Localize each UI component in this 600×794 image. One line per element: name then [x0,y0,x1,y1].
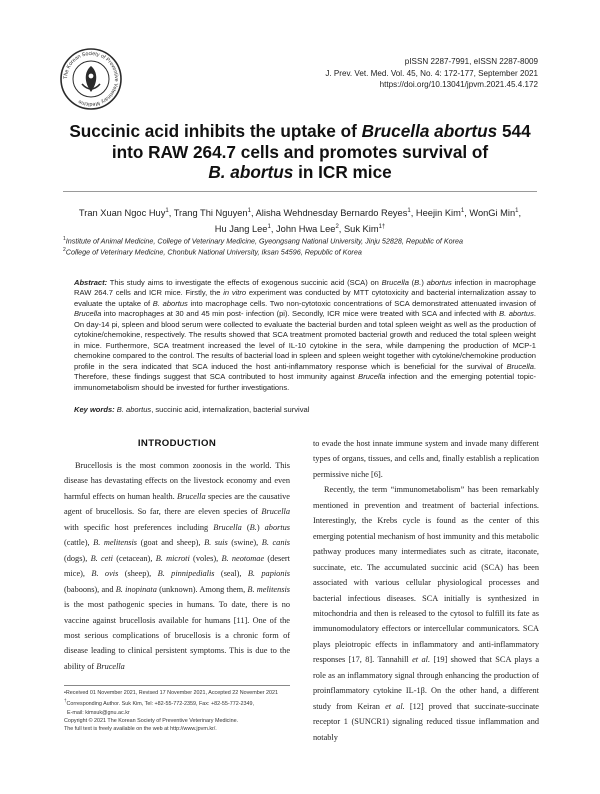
journal-doi[interactable]: https://doi.org/10.13041/jpvm.2021.45.4.172 [379,80,538,89]
author-list: Tran Xuan Ngoc Huy$^1$, Trang Thi Nguyen$^1$, Alisha Wehdnesday Bernardo Reyes$^1$, Heejin Kim$^1$, WonGi Min$^1$, Hu Jang Lee$^1$, John Hwa Lee$^2$, Suk Kim$^{1\dagger}$ [78,208,522,234]
abstract: Abstract: This study aims to investigate the effects of exogenous succinic acid (SCA) on Brucella (B.) abortus infection in macrophage RAW 264.7 cells and ICR mice. Firstly, the in vitro experiment was conducted by MTT cytotoxicity and bacterial internalization assay to evaluate the uptake of B. abortus into macrophage cells. Two non-cytotoxic concentrations of SCA demonstrated attenuated invasion of Brucella into macrophages at 30 and 45 min post- infection (pi). Secondly, ICR mice were treated with SCA and infected with B. abortus. On day-14 pi, spleen and blood serum were collected to evaluate the bacterial burden and total spleen weight as well as the production of cytokine/chemokine, respectively. The results showed that SCA treatment promoted bacterial growth and reduced the total spleen weight in mice. Furthermore, SCA treatment increased the level of IL-10 cytokine in the sera, while dampening the production of MCP-1 chemokine compared to the control. The results of bacterial load in spleen and spleen weight together with cytokine/chemokine production profile in the sera indicated that SCA induced the host anti-inflammatory response which is beneficial for the survival of Brucella. Therefore, these findings suggest that SCA contributed to host immunity against Brucella infection and the emerging potential topic-immunometabolism should be invested for further investigations. [74,278,537,392]
title-species: Brucella abortus [361,121,498,141]
section-heading-introduction: INTRODUCTION [137,438,217,449]
title-part: 544 [497,121,531,141]
intro-paragraph: Recently, the term “immunometabolism” has been remarkably mentioned in prevention and treatment of bacterial infections. Interestingly, the Krebs cycle is found as the center of this emerging potential mechanism of host immunity and this metabolic pathway produces many intermediates such as citrate, itaconate, succinate, etc. The accumulated succinic acid (SCA) has been associated with various cellular physiological processes and bacterial infectious diseases. SCA initially is synthesized in mitochondria and then is released to the cytosol to fulfill its fate as immunomodulatory effectors or intercellular communicators. SCA plays pleiotropic effects in inflammatory and anti-inflammatory responses [17, 8]. Tannahill et al. [19] showed that SCA plays a role as an inflammatory signal through enhancing the production of proinflammatory cytokine IL-1β. On the other hand, a different study from Keiran et al. [12] proved that succinate-succinate receptor 1 (SUNCR1) signaling reduced tissue inflammation and notably [313,485,539,742]
affiliation-2: $^2$College of Veterinary Medicine, Chonbuk National University, Iksan 54596, Republic of Korea [63,247,362,257]
title-divider [63,191,537,192]
title-part: Succinic acid inhibits the uptake of [69,121,362,141]
copyright: Copyright © 2021 The Korean Society of Preventive Veterinary Medicine. [64,718,239,725]
title-part: into RAW 264.7 cells and promotes survival of [111,141,489,162]
intro-paragraph: Brucellosis is the most common zoonosis in the world. This disease has devastating effects on the livestock economy and even harmful effects on human health. Brucella species are the causative agent of brucellosis. So far, there are eleven species of Brucella with specific host preferences including Brucella (B.) abortus (cattle), B. melitensis (goat and sheep), B. suis (swine), B. canis (dogs), B. ceti (cetacean), B. microti (voles), B. neotomae (desert mice), B. ovis (sheep), B. pinnipedialis (seal), B. papionis (baboons), and B. inopinata (unknown). Among them, B. melitensis is the most pathogenic species in humans. To date, there is no vaccine against brucellosis available for humans [11]. One of the most serious complications of brucellosis is a chronic form of disease leading to clinical persistent symptoms. This is due to the ability of Brucella [64,461,291,671]
body-column-left [64,458,290,674]
received-dates: •Received 01 November 2021, Revised 17 November 2021, Accepted 22 November 2021 [64,690,279,696]
journal-citation: J. Prev. Vet. Med. Vol. 45, No. 4: 172-177, September 2021 [325,68,538,78]
title-species: B. abortus [208,162,294,182]
seal-ring-text: The Korean Society of Preventive Veterinary Medicine [62,50,120,108]
keywords-label: Key words: [74,405,115,414]
corresponding-email[interactable]: E-mail: kimsuk@gnu.ac.kr [67,709,130,716]
corresponding-author: †Corresponding Author. Suk Kim, Tel: +82-55-772-2359, Fax: +82-55-772-2349, [64,698,255,708]
body-column-right [313,436,539,745]
intro-paragraph: to evade the host innate immune system and invade many different types of organs, tissues, and cells and, finally establish a replication permissive niche [6]. [313,439,539,479]
society-seal-logo [60,48,122,110]
affiliation-1: $^1$Institute of Animal Medicine, College of Veterinary Medicine, Gyeongsang National University, Jinju 52828, Republic of Korea [63,236,464,246]
availability: The full text is freely available on the web at http://www.jpvm.kr/. [64,726,217,733]
keywords: Key words: B. abortus, succinic acid, internalization, bacterial survival [74,405,310,414]
title-part: in ICR mice [293,162,392,182]
journal-meta [325,56,538,91]
journal-issn: pISSN 2287-7991, eISSN 2287-8009 [404,57,538,66]
abstract-label: Abstract: [74,278,108,287]
footnote-divider [64,685,290,686]
affiliations [63,235,543,257]
footnotes [64,689,304,734]
paper-title [50,121,550,183]
